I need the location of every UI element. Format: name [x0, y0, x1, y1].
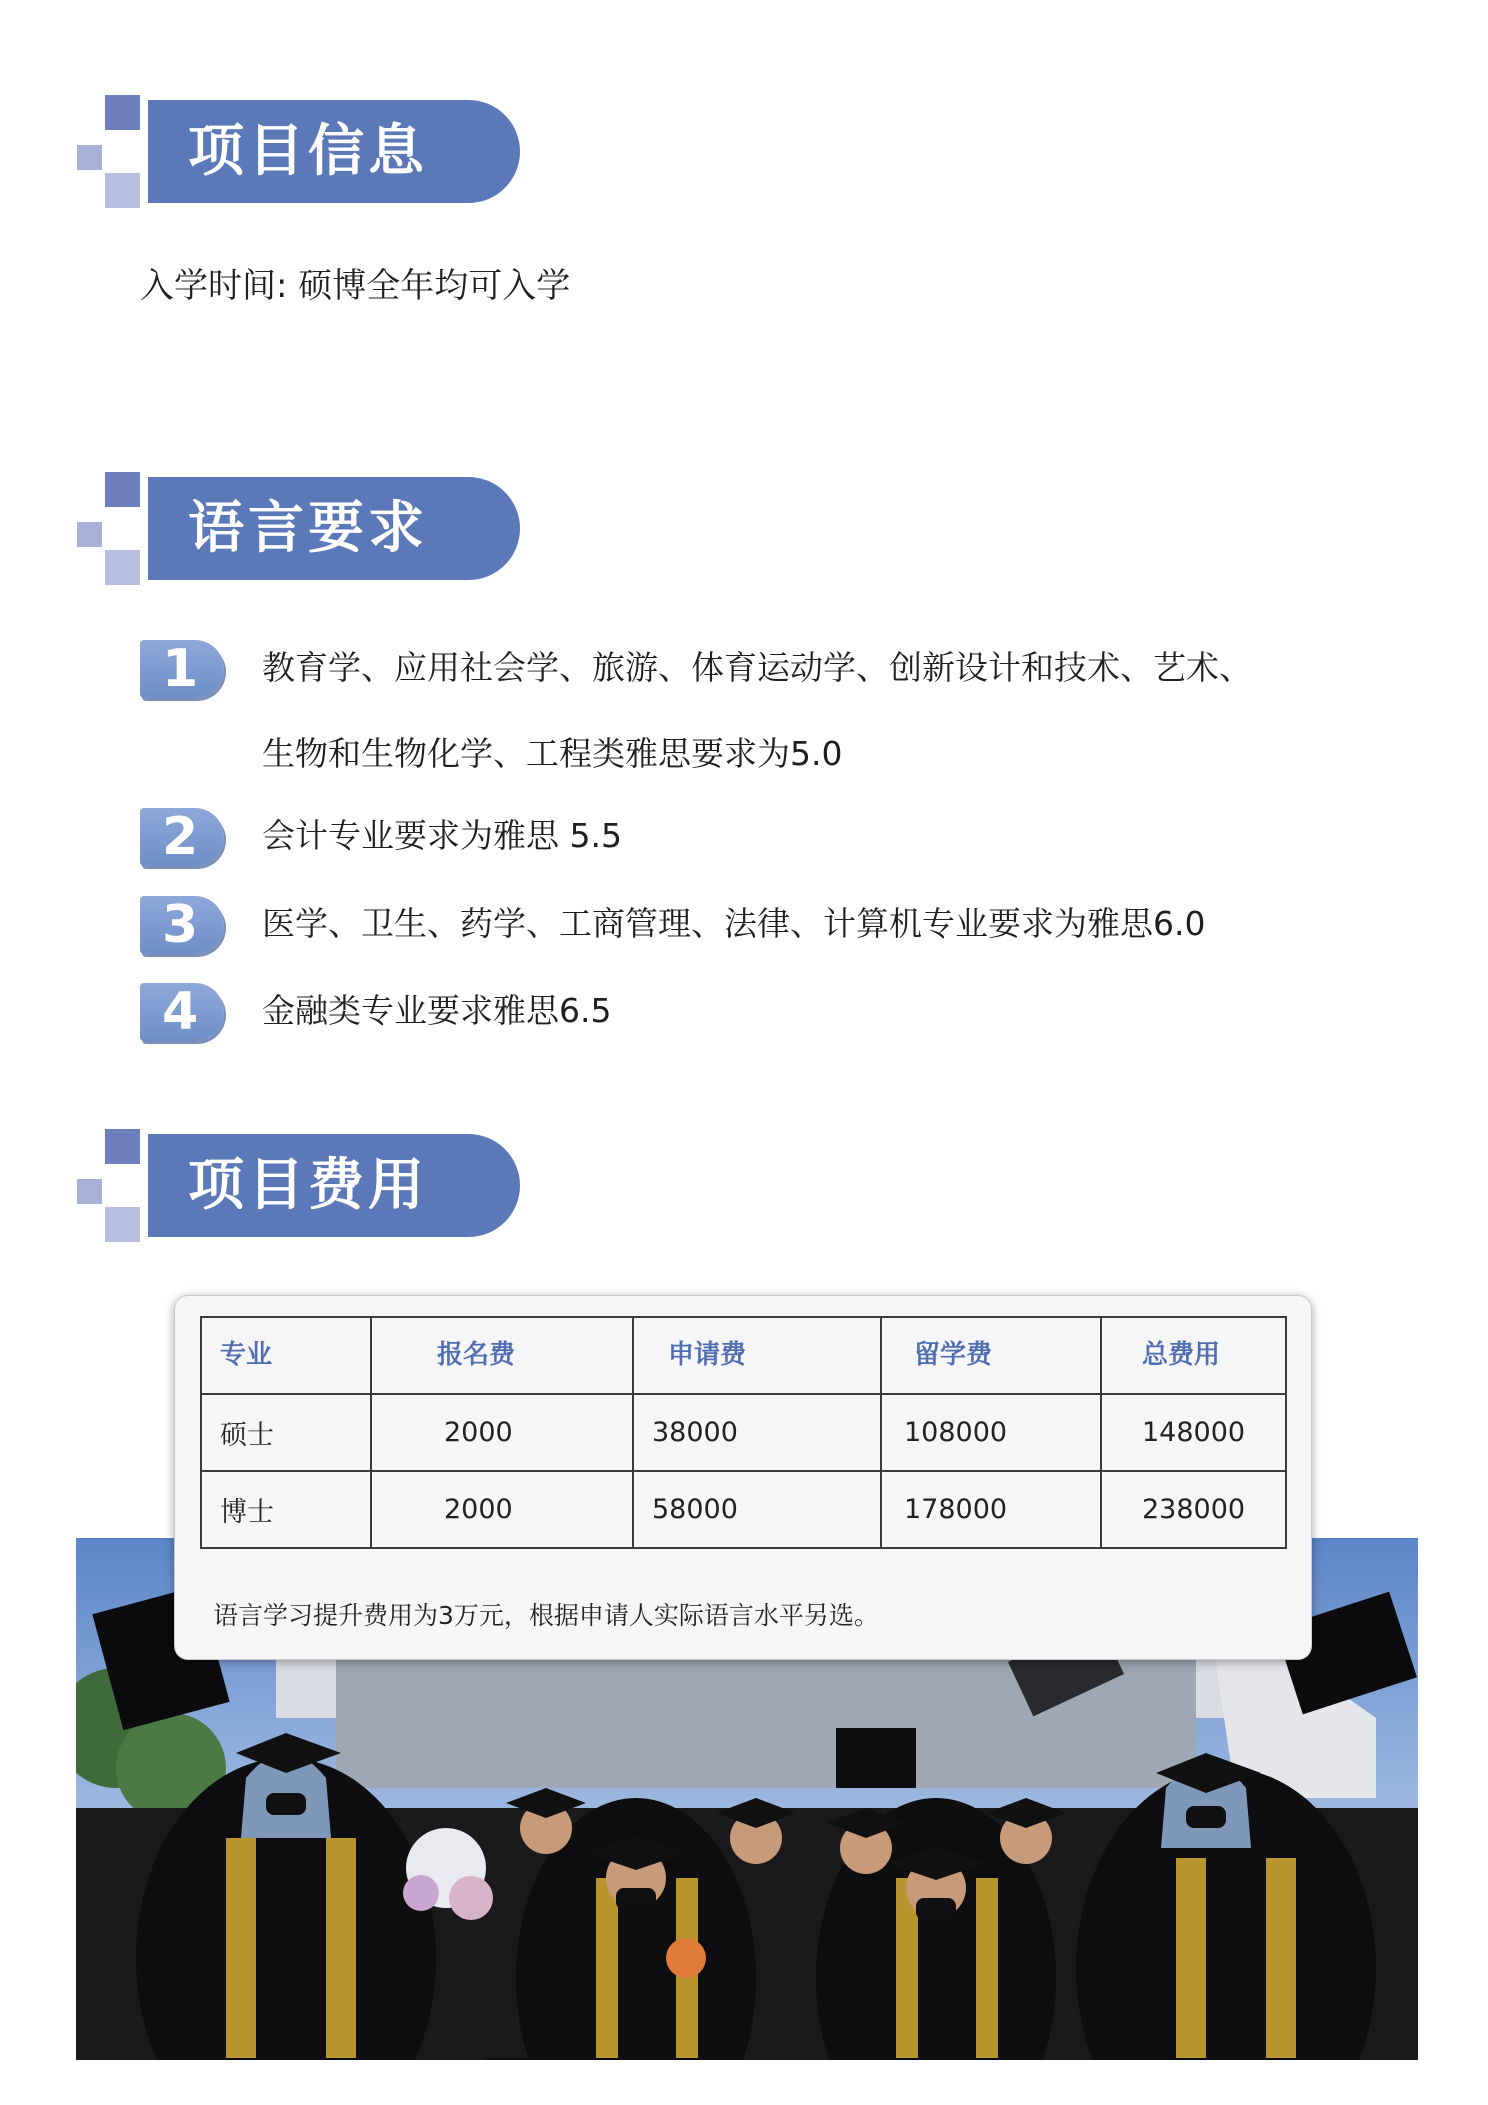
language-requirement-item — [140, 808, 1390, 870]
column-header: 报名费 — [371, 1317, 633, 1394]
fee-table — [200, 1316, 1287, 1549]
section-title: 语言要求 — [148, 477, 520, 580]
decor-square — [105, 1207, 140, 1242]
decor-square — [77, 145, 102, 170]
requirement-text: 金融类专业要求雅思6.5 — [262, 991, 612, 1030]
language-requirement-item — [140, 983, 1390, 1045]
decor-square — [105, 472, 140, 507]
decor-square — [77, 522, 102, 547]
decor-square — [105, 1129, 140, 1164]
table-row — [201, 1471, 1286, 1548]
table-cell: 博士 — [201, 1471, 371, 1548]
column-header: 申请费 — [633, 1317, 881, 1394]
column-header: 留学费 — [881, 1317, 1101, 1394]
table-cell: 硕士 — [201, 1394, 371, 1471]
table-row — [201, 1394, 1286, 1471]
section-title: 项目费用 — [148, 1134, 520, 1237]
section-header-project-info — [0, 95, 560, 225]
column-header: 专业 — [201, 1317, 371, 1394]
fee-card — [174, 1295, 1312, 1660]
requirement-text: 教育学、应用社会学、旅游、体育运动学、创新设计和技术、艺术、 — [262, 648, 1252, 687]
language-requirement-item — [140, 896, 1390, 958]
table-cell: 58000 — [633, 1471, 881, 1548]
requirement-text: 医学、卫生、药学、工商管理、法律、计算机专业要求为雅思6.0 — [262, 904, 1206, 943]
intake-text: 入学时间: 硕博全年均可入学 — [140, 266, 571, 306]
table-cell: 2000 — [371, 1394, 633, 1471]
requirement-text: 会计专业要求为雅思 5.5 — [262, 816, 622, 855]
requirement-text-cont: 生物和生物化学、工程类雅思要求为5.0 — [262, 734, 843, 773]
table-cell: 2000 — [371, 1471, 633, 1548]
table-header-row — [201, 1317, 1286, 1394]
language-requirement-item — [140, 640, 1390, 790]
decor-square — [105, 550, 140, 585]
table-cell: 148000 — [1101, 1394, 1286, 1471]
fee-note: 语言学习提升费用为3万元，根据申请人实际语言水平另选。 — [213, 1601, 879, 1630]
section-header-language — [0, 472, 560, 602]
table-cell: 238000 — [1101, 1471, 1286, 1548]
number-badge: 2 — [140, 808, 224, 866]
decor-square — [77, 1179, 102, 1204]
number-badge: 3 — [140, 896, 224, 954]
section-title: 项目信息 — [148, 100, 520, 203]
table-cell: 108000 — [881, 1394, 1101, 1471]
number-badge: 4 — [140, 983, 224, 1041]
section-header-fees — [0, 1129, 560, 1259]
decor-square — [105, 173, 140, 208]
column-header: 总费用 — [1101, 1317, 1286, 1394]
table-cell: 38000 — [633, 1394, 881, 1471]
table-cell: 178000 — [881, 1471, 1101, 1548]
decor-square — [105, 95, 140, 130]
number-badge: 1 — [140, 640, 224, 698]
